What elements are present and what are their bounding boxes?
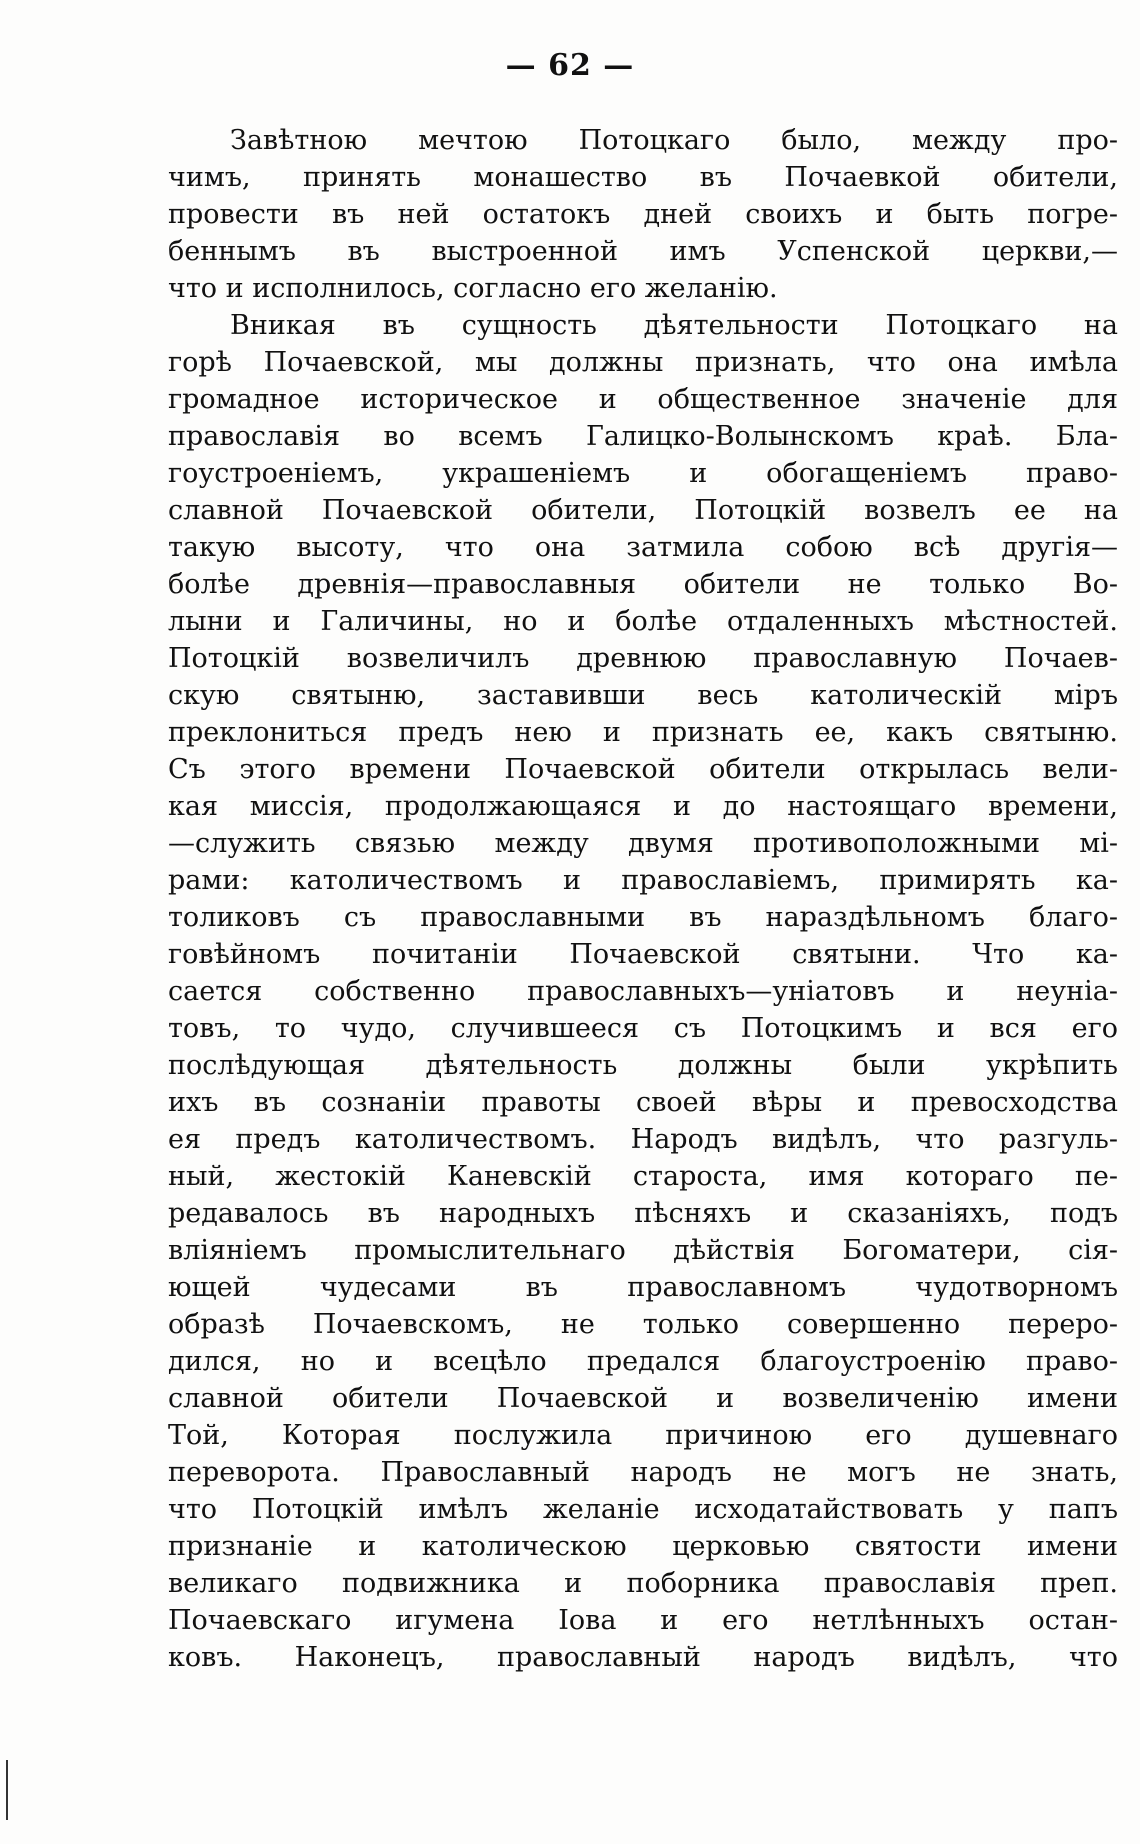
text-block bbox=[168, 122, 1118, 1676]
text-line: переворота. Православный народъ не могъ не знать, bbox=[168, 1457, 1118, 1488]
text-line: товъ, то чудо, случившееся съ Потоцкимъ и вся его bbox=[168, 1013, 1118, 1044]
text-line: громадное историческое и общественное значеніе для bbox=[168, 384, 1118, 415]
text-line: такую высоту, что она затмила собою всѣ другія— bbox=[168, 532, 1118, 563]
text-line: чимъ, принять монашество въ Почаевкой обители, bbox=[168, 162, 1118, 193]
text-line: лыни и Галичины, но и болѣе отдаленныхъ мѣстностей. bbox=[168, 606, 1118, 637]
text-line: сается собственно православныхъ—уніатовъ и неуніа- bbox=[168, 976, 1118, 1007]
text-line: —служить связью между двумя противоположными мі- bbox=[168, 828, 1118, 859]
text-line: ихъ въ сознаніи правоты своей вѣры и превосходства bbox=[168, 1087, 1118, 1118]
text-line: гоустроеніемъ, украшеніемъ и обогащеніемъ право- bbox=[168, 458, 1118, 489]
text-line: беннымъ въ выстроенной имъ Успенской церкви,— bbox=[168, 236, 1118, 267]
text-line: Той, Которая послужила причиною его душевнаго bbox=[168, 1420, 1118, 1451]
text-line: Потоцкій возвеличилъ древнюю православную Почаев- bbox=[168, 643, 1118, 674]
text-line: Почаевскаго игумена Іова и его нетлѣнныхъ остан- bbox=[168, 1605, 1118, 1636]
text-line: ковъ. Наконецъ, православный народъ видѣлъ, что bbox=[168, 1642, 1118, 1673]
page-number: — 62 — bbox=[505, 48, 635, 83]
text-line: говѣйномъ почитаніи Почаевской святыни. Что ка- bbox=[168, 939, 1118, 970]
text-line: кая миссія, продолжающаяся и до настоящаго времени, bbox=[168, 791, 1118, 822]
text-line: болѣе древнія—православныя обители не только Во- bbox=[168, 569, 1118, 600]
margin-scan-mark bbox=[6, 1760, 8, 1820]
text-line: вліяніемъ промыслительнаго дѣйствія Богоматери, сія- bbox=[168, 1235, 1118, 1266]
text-line: ющей чудесами въ православномъ чудотворномъ bbox=[168, 1272, 1118, 1303]
text-line: православія во всемъ Галицко-Волынскомъ краѣ. Бла- bbox=[168, 421, 1118, 452]
text-line: толиковъ съ православными въ нараздѣльномъ благо- bbox=[168, 902, 1118, 933]
text-line: ея предъ католичествомъ. Народъ видѣлъ, что разгуль- bbox=[168, 1124, 1118, 1155]
text-line: что и исполнилось, согласно его желанію. bbox=[168, 273, 778, 304]
text-line: скую святыню, заставивши весь католическій міръ bbox=[168, 680, 1118, 711]
text-line: Съ этого времени Почаевской обители открылась вели- bbox=[168, 754, 1118, 785]
text-line: провести въ ней остатокъ дней своихъ и быть погре- bbox=[168, 199, 1118, 230]
text-line: рами: католичествомъ и православіемъ, примирять ка- bbox=[168, 865, 1118, 896]
text-line: славной Почаевской обители, Потоцкій возвелъ ее на bbox=[168, 495, 1118, 526]
text-line: послѣдующая дѣятельность должны были укрѣпить bbox=[168, 1050, 1118, 1081]
text-line: славной обители Почаевской и возвеличенію имени bbox=[168, 1383, 1118, 1414]
text-line: Вникая въ сущность дѣятельности Потоцкаго на bbox=[230, 310, 1118, 341]
text-line: дился, но и всецѣло предался благоустроенію право- bbox=[168, 1346, 1118, 1377]
text-line: что Потоцкій имѣлъ желаніе исходатайствовать у папъ bbox=[168, 1494, 1118, 1525]
text-line: горѣ Почаевской, мы должны признать, что она имѣла bbox=[168, 347, 1118, 378]
text-line: признаніе и католическою церковью святости имени bbox=[168, 1531, 1118, 1562]
text-line: великаго подвижника и поборника православія преп. bbox=[168, 1568, 1118, 1599]
text-line: преклониться предъ нею и признать ее, какъ святыню. bbox=[168, 717, 1118, 748]
text-line: ный, жестокій Каневскій староста, имя котораго пе- bbox=[168, 1161, 1118, 1192]
text-line: образѣ Почаевскомъ, не только совершенно переро- bbox=[168, 1309, 1118, 1340]
text-line: Завѣтною мечтою Потоцкаго было, между про- bbox=[230, 125, 1118, 156]
text-line: редавалось въ народныхъ пѣсняхъ и сказаніяхъ, подъ bbox=[168, 1198, 1118, 1229]
